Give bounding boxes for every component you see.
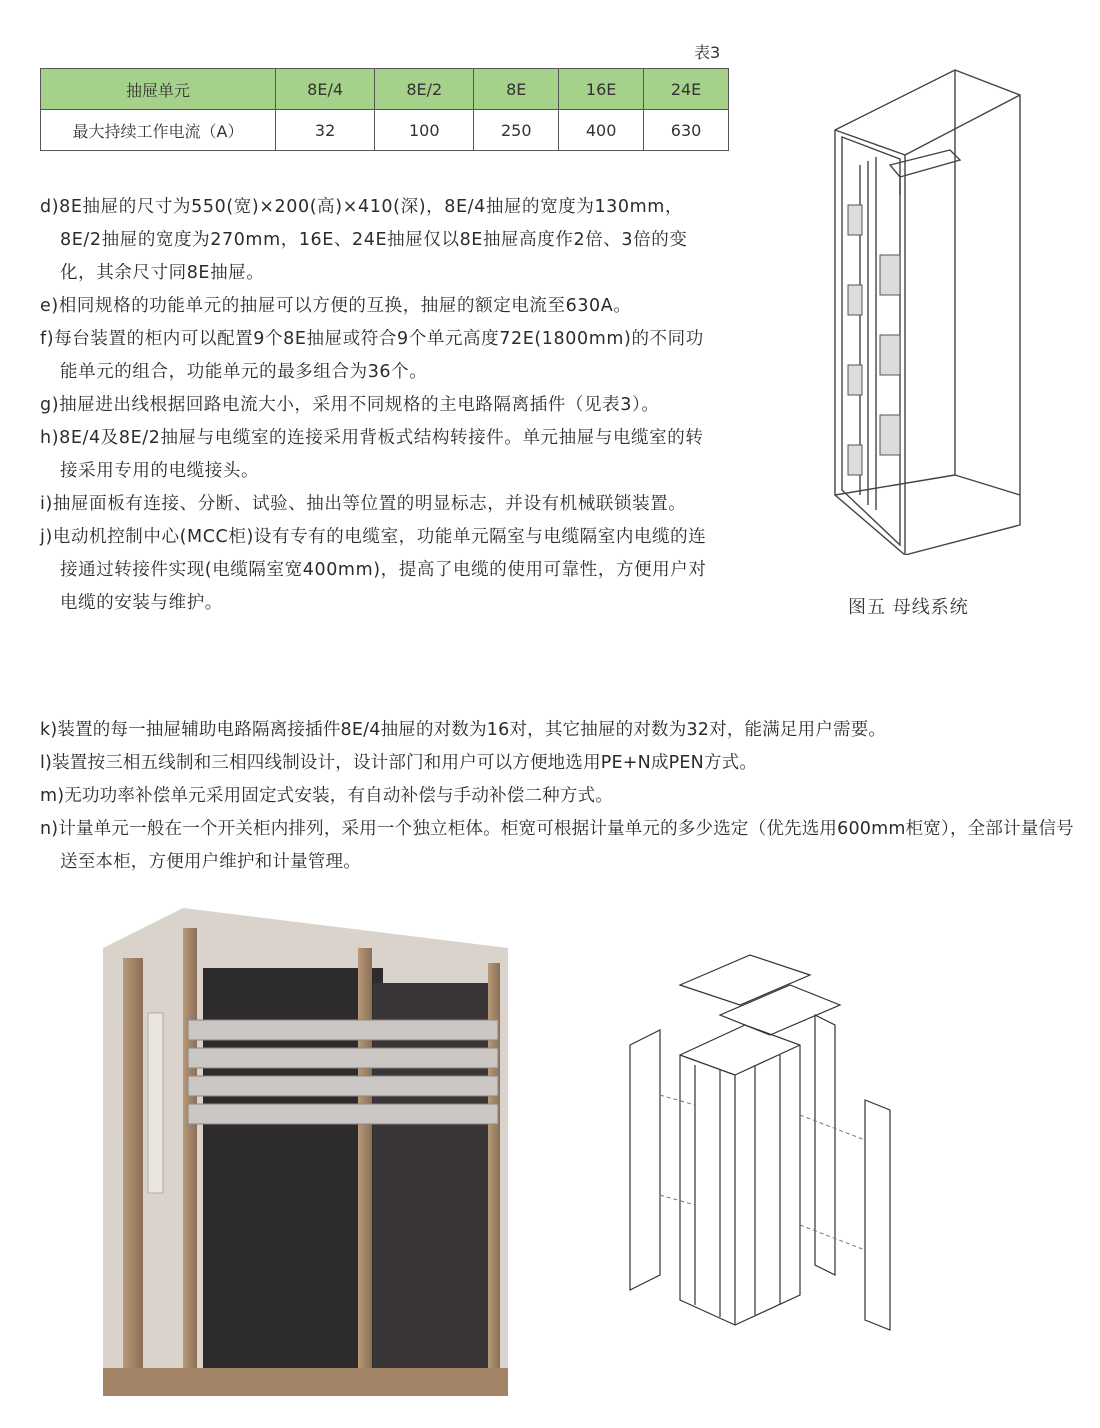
- list-item: j)电动机控制中心(MCC柜)设有专有的电缆室，功能单元隔室与电缆隔室内电缆的连接通过转接件实现(电缆隔室宽400mm)，提高了电缆的使用可靠性，方便用户对电缆的安装与维护。: [40, 527, 707, 613]
- spec-list-narrow: [40, 191, 708, 620]
- list-item: l)装置按三相五线制和三相四线制设计，设计部门和用户可以方便地选用PE+N成PEN方式。: [40, 753, 758, 773]
- list-item: g)抽屉进出线根据回路电流大小，采用不同规格的主电路隔离插件（见表3）。: [40, 395, 660, 415]
- table-caption: 表3: [694, 43, 721, 62]
- cabinet-exploded-drawing: [620, 945, 910, 1345]
- list-item: m)无功功率补偿单元采用固定式安装，有自动补偿与手动补偿二种方式。: [40, 786, 613, 806]
- busbar-system-drawing: [820, 55, 1050, 555]
- list-item: f)每台装置的柜内可以配置9个8E抽屉或符合9个单元高度72E(1800mm)的不同功能单元的组合，功能单元的最多组合为36个。: [40, 329, 704, 382]
- list-item: d)8E抽屉的尺寸为550(宽)×200(高)×410(深)，8E/4抽屉的宽度为130mm，8E/2抽屉的宽度为270mm，16E、24E抽屉仅以8E抽屉高度作2倍、3倍的变化，其余尺寸同8E抽屉。: [40, 197, 688, 283]
- table-cell: 630: [644, 110, 729, 151]
- table-cell: 最大持续工作电流（A）: [41, 110, 276, 151]
- table-header-row: [41, 69, 729, 110]
- list-item: k)装置的每一抽屉辅助电路隔离接插件8E/4抽屉的对数为16对，其它抽屉的对数为32对，能满足用户需要。: [40, 720, 887, 740]
- table-cell: 250: [474, 110, 559, 151]
- table-header-cell: 8E/2: [375, 69, 474, 110]
- list-item: h)8E/4及8E/2抽屉与电缆室的连接采用背板式结构转接件。单元抽屉与电缆室的转接采用专用的电缆接头。: [40, 428, 704, 481]
- cabinet-photo: [103, 908, 508, 1396]
- table-header-cell: 抽屉单元: [41, 69, 276, 110]
- table-header-cell: 16E: [559, 69, 644, 110]
- table-header-cell: 24E: [644, 69, 729, 110]
- spec-list-wide: [40, 714, 1080, 879]
- table-row: [41, 110, 729, 151]
- table-cell: 100: [375, 110, 474, 151]
- list-item: i)抽屉面板有连接、分断、试验、抽出等位置的明显标志，并设有机械联锁装置。: [40, 494, 687, 514]
- table-cell: 400: [559, 110, 644, 151]
- list-item: e)相同规格的功能单元的抽屉可以方便的互换，抽屉的额定电流至630A。: [40, 296, 632, 316]
- spec-table: [40, 68, 729, 151]
- table-header-cell: 8E: [474, 69, 559, 110]
- figure-caption: 图五 母线系统: [848, 597, 969, 618]
- list-item: n)计量单元一般在一个开关柜内排列，采用一个独立柜体。柜宽可根据计量单元的多少选定（优先选用600mm柜宽），全部计量信号送至本柜，方便用户维护和计量管理。: [40, 819, 1074, 872]
- table-header-cell: 8E/4: [276, 69, 375, 110]
- table-cell: 32: [276, 110, 375, 151]
